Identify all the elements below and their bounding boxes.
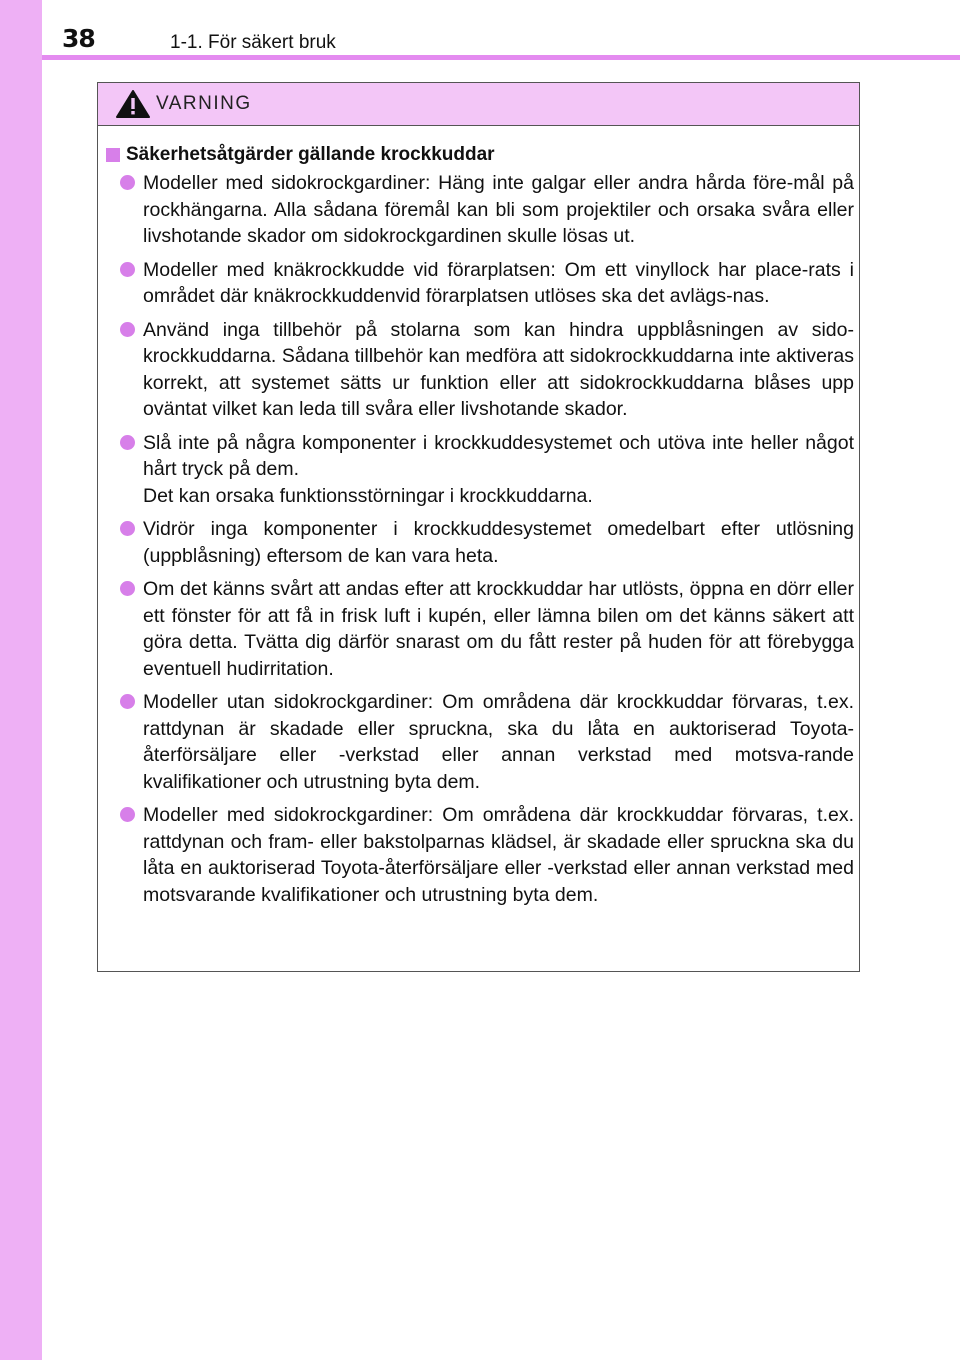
list-item <box>106 170 854 250</box>
warning-triangle-icon <box>115 89 151 119</box>
list-item-text: Modeller utan sidokrockgardiner: Om områdena där krockkuddar förvaras, t.ex. rattdynan är skadade eller spruckna, ska du låta en auktoriserad Toyota-återförsäljare eller -verkstad eller annan verkstad med motsva-rande kvalifikationer och utrustning byta dem. <box>143 691 854 793</box>
list-item-text: Vidrör inga komponenter i krockkuddesystemet omedelbart efter utlösning (uppblåsning) eftersom de kan vara heta. <box>143 518 854 567</box>
bullet-dot-icon <box>120 581 135 596</box>
list-item <box>106 257 854 310</box>
list-item <box>106 516 854 569</box>
list-item <box>106 689 854 795</box>
list-item <box>106 430 854 510</box>
list-item-text: Modeller med sidokrockgardiner: Om områdena där krockkuddar förvaras, t.ex. rattdynan och fram- eller bakstolparnas klädsel, är skadade eller spruckna ska du låta en auktoriserad Toyota-återförsäljare eller -verkstad eller annan verkstad med motsvarande kvalifikationer och utrustning byta dem. <box>143 804 854 906</box>
bullet-dot-icon <box>120 262 135 277</box>
warning-header <box>98 83 859 126</box>
bullet-dot-icon <box>120 435 135 450</box>
header-rule <box>42 55 960 60</box>
bullet-list <box>106 170 854 908</box>
bullet-dot-icon <box>120 175 135 190</box>
list-item-text: Slå inte på några komponenter i krockkuddesystemet och utöva inte heller något hårt tryck på dem. <box>143 431 854 480</box>
warning-box <box>97 82 860 972</box>
list-item-text: Om det känns svårt att andas efter att krockkuddar har utlösts, öppna en dörr eller ett fönster för att få in frisk luft i kupén, eller lämna bilen om det känns säkert att göra detta. Tvätta dig därför snarast om du fått rester på huden för att förebygga eventuell hudirritation. <box>143 578 854 680</box>
list-item-text: Modeller med knäkrockkudde vid förarplatsen: Om ett vinyllock har place-rats i området där knäkrockkuddenvid förarplatsen utlöses ska det avlägs-nas. <box>143 258 854 307</box>
bullet-dot-icon <box>120 694 135 709</box>
list-item <box>106 317 854 423</box>
section-heading <box>106 144 854 166</box>
page-number: 38 <box>62 24 95 53</box>
warning-title: VARNING <box>156 93 252 114</box>
list-item-note: Det kan orsaka funktionsstörningar i krockkuddarna. <box>143 484 593 507</box>
side-color-bar <box>0 0 42 1360</box>
list-item <box>106 802 854 908</box>
warning-section <box>106 144 854 915</box>
list-item-text: Modeller med sidokrockgardiner: Häng inte galgar eller andra hårda före-mål på rockhängarna. Alla sådana föremål kan bli som projektiler och orsaka svåra eller livshotande skador om sidokrockgardinen skulle lösas ut. <box>143 172 854 247</box>
list-item <box>106 576 854 682</box>
chapter-title: 1-1. För säkert bruk <box>170 32 336 53</box>
square-bullet-icon <box>106 148 120 162</box>
bullet-dot-icon <box>120 807 135 822</box>
bullet-dot-icon <box>120 322 135 337</box>
list-item-text: Använd inga tillbehör på stolarna som kan hindra uppblåsningen av sido-krockkuddarna. Sådana tillbehör kan medföra att sidokrockkuddarna inte aktiveras korrekt, att systemet sätts ur funktion eller att sidokrockkuddarna blåses upp oväntat vilket kan leda till svåra eller livshotande skador. <box>143 318 854 420</box>
section-heading-text: Säkerhetsåtgärder gällande krockkuddar <box>126 144 495 165</box>
bullet-dot-icon <box>120 521 135 536</box>
